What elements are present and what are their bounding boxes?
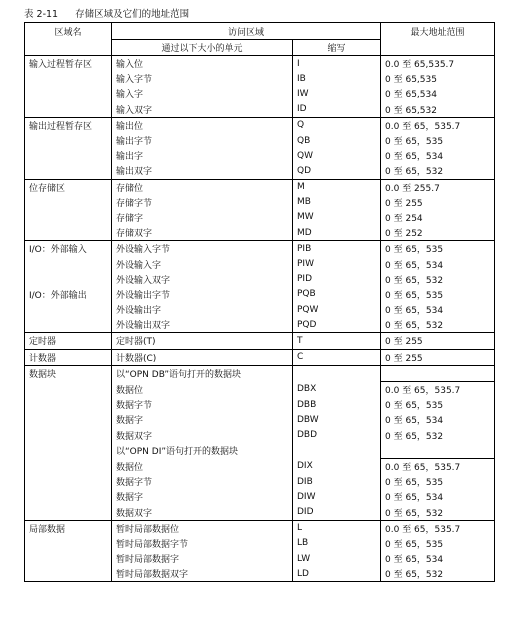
abbr-cell: DIB	[297, 476, 313, 487]
abbr-cell: PQW	[297, 304, 319, 315]
header-access: 访问区域	[112, 23, 381, 40]
table-row	[25, 133, 495, 148]
abbr-cell: IB	[297, 73, 306, 84]
abbr-cell: PIW	[297, 259, 314, 270]
table-row	[25, 163, 495, 179]
range-cell: 0 至 65,535	[381, 71, 495, 86]
table-row	[25, 428, 495, 443]
range-cell: 0 至 65，535	[381, 241, 495, 257]
range-cell: 0 至 65，534	[381, 256, 495, 271]
table-body	[25, 56, 495, 582]
table-row	[25, 287, 495, 302]
table-caption	[24, 9, 189, 21]
header-abbr: 缩写	[293, 40, 381, 56]
region-name	[25, 102, 112, 118]
range-cell: 0 至 65，532	[381, 566, 495, 582]
table-row	[25, 412, 495, 427]
unit-cell: 输出双字	[112, 163, 293, 179]
abbr-cell: DIW	[297, 491, 316, 502]
range-cell: 0 至 254	[381, 210, 495, 225]
range-cell: 0.0 至 65，535.7	[381, 520, 495, 536]
region-name	[25, 397, 112, 412]
table-row	[25, 381, 495, 397]
region-name: 数据块	[25, 365, 112, 381]
abbr-cell: MD	[293, 225, 381, 241]
abbr-cell: IW	[297, 88, 309, 99]
region-name	[25, 551, 112, 566]
table-row	[25, 195, 495, 210]
region-name: 输出过程暂存区	[25, 117, 112, 133]
table-row	[25, 536, 495, 551]
abbr-cell: LD	[293, 566, 381, 582]
region-name	[25, 412, 112, 427]
region-name: I/O：外部输出	[25, 287, 112, 302]
unit-cell: 数据字节	[112, 474, 293, 489]
table-row	[25, 474, 495, 489]
range-cell: 0 至 65，534	[381, 148, 495, 163]
abbr-cell: PQB	[297, 289, 316, 300]
unit-cell: 暂时局部数据字	[112, 551, 293, 566]
unit-cell: 输入字	[112, 86, 293, 101]
region-name	[25, 458, 112, 474]
table-row	[25, 56, 495, 72]
region-name	[25, 195, 112, 210]
region-name	[25, 71, 112, 86]
unit-cell: 计数器(C)	[112, 349, 293, 365]
region-name	[25, 302, 112, 317]
table-row	[25, 317, 495, 333]
table-row	[25, 179, 495, 195]
abbr-cell: T	[293, 333, 381, 349]
region-name	[25, 504, 112, 520]
abbr-cell: ID	[293, 102, 381, 118]
abbr-cell: DID	[293, 504, 381, 520]
table-row	[25, 241, 495, 257]
table-row	[25, 272, 495, 287]
abbr-cell: DIX	[297, 461, 313, 472]
unit-cell: 以“OPN DB”语句打开的数据块	[112, 365, 293, 381]
range-cell: 0 至 65,532	[381, 102, 495, 118]
unit-cell: 数据字	[112, 412, 293, 427]
range-cell	[381, 443, 495, 459]
region-name	[25, 489, 112, 504]
abbr-cell: LB	[297, 538, 309, 549]
unit-cell: 外设输出字	[112, 302, 293, 317]
unit-cell: 外设输入双字	[112, 272, 293, 287]
unit-cell: 数据字节	[112, 397, 293, 412]
abbr-cell: QW	[297, 150, 313, 161]
unit-cell: 存储字节	[112, 195, 293, 210]
unit-cell: 定时器(T)	[112, 333, 293, 349]
unit-cell: 输入双字	[112, 102, 293, 118]
range-cell: 0.0 至 65,535.7	[381, 56, 495, 72]
unit-cell: 数据双字	[112, 504, 293, 520]
table-row	[25, 551, 495, 566]
abbr-cell: PIB	[293, 241, 381, 257]
table-row	[25, 302, 495, 317]
unit-cell: 输出位	[112, 117, 293, 133]
address-range-table	[24, 22, 495, 582]
range-cell: 0.0 至 255.7	[381, 179, 495, 195]
unit-cell: 输入字节	[112, 71, 293, 86]
table-row	[25, 102, 495, 118]
region-name	[25, 536, 112, 551]
unit-cell: 数据位	[112, 381, 293, 397]
unit-cell: 输入位	[112, 56, 293, 72]
abbr-cell: I	[293, 56, 381, 72]
abbr-cell: QD	[293, 163, 381, 179]
range-cell: 0 至 65，534	[381, 302, 495, 317]
abbr-cell: LW	[297, 553, 311, 564]
range-cell	[381, 365, 495, 381]
table-row	[25, 397, 495, 412]
range-cell: 0 至 65，532	[381, 428, 495, 443]
range-cell: 0 至 252	[381, 225, 495, 241]
range-cell: 0 至 255	[381, 333, 495, 349]
unit-cell: 暂时局部数据双字	[112, 566, 293, 582]
range-cell: 0 至 65，532	[381, 504, 495, 520]
region-name	[25, 133, 112, 148]
abbr-cell: QB	[297, 135, 311, 146]
abbr-cell	[293, 365, 381, 381]
range-cell: 0 至 65，534	[381, 412, 495, 427]
range-cell: 0 至 255	[381, 349, 495, 365]
table-row	[25, 333, 495, 349]
region-name	[25, 272, 112, 287]
abbr-cell: DBD	[297, 430, 318, 441]
range-cell: 0.0 至 65，535.7	[381, 458, 495, 474]
region-name: I/O：外部输入	[25, 241, 112, 257]
table-row	[25, 117, 495, 133]
table-row	[25, 458, 495, 474]
header-region: 区域名	[25, 23, 112, 56]
unit-cell: 外设输出双字	[112, 317, 293, 333]
unit-cell: 暂时局部数据字节	[112, 536, 293, 551]
unit-cell: 存储双字	[112, 225, 293, 241]
region-name	[25, 381, 112, 397]
table-title: 存储区域及它们的地址范围	[75, 9, 190, 20]
region-name: 位存储区	[25, 179, 112, 195]
range-cell: 0 至 65，532	[381, 163, 495, 179]
header-range: 最大地址范围	[381, 23, 495, 56]
table-row	[25, 443, 495, 459]
table-row	[25, 210, 495, 225]
table-row	[25, 566, 495, 582]
header-unit: 通过以下大小的单元	[112, 40, 293, 56]
table-row	[25, 489, 495, 504]
table-row	[25, 504, 495, 520]
region-name	[25, 163, 112, 179]
region-name	[25, 474, 112, 489]
unit-cell: 数据双字	[112, 428, 293, 443]
range-cell: 0 至 65，534	[381, 551, 495, 566]
unit-cell: 存储位	[112, 179, 293, 195]
region-name: 局部数据	[25, 520, 112, 536]
unit-cell: 外设输入字节	[112, 241, 293, 257]
table-row	[25, 520, 495, 536]
region-name	[25, 443, 112, 459]
unit-cell: 暂时局部数据位	[112, 520, 293, 536]
unit-cell: 输出字节	[112, 133, 293, 148]
range-cell: 0 至 65,534	[381, 86, 495, 101]
table-row	[25, 71, 495, 86]
table-row	[25, 148, 495, 163]
table-row	[25, 349, 495, 365]
region-name: 定时器	[25, 333, 112, 349]
abbr-cell: M	[293, 179, 381, 195]
range-cell: 0 至 65，532	[381, 317, 495, 333]
abbr-cell: PQD	[293, 317, 381, 333]
region-name	[25, 148, 112, 163]
unit-cell: 外设输入字	[112, 256, 293, 271]
region-name: 输入过程暂存区	[25, 56, 112, 72]
abbr-cell	[293, 443, 381, 459]
table-number: 表 2-11	[24, 9, 59, 20]
unit-cell: 数据位	[112, 458, 293, 474]
region-name	[25, 428, 112, 443]
region-name	[25, 256, 112, 271]
abbr-cell: L	[293, 520, 381, 536]
range-cell: 0 至 65，535	[381, 474, 495, 489]
abbr-cell: DBW	[297, 414, 319, 425]
abbr-cell: PID	[297, 274, 313, 285]
region-name	[25, 210, 112, 225]
unit-cell: 以“OPN DI”语句打开的数据块	[112, 443, 293, 459]
range-cell: 0 至 65，535	[381, 536, 495, 551]
abbr-cell: DBB	[297, 399, 317, 410]
abbr-cell: MW	[297, 212, 314, 223]
table-row	[25, 365, 495, 381]
unit-cell: 输出字	[112, 148, 293, 163]
region-name	[25, 86, 112, 101]
range-cell: 0.0 至 65，535.7	[381, 381, 495, 397]
range-cell: 0.0 至 65，535.7	[381, 117, 495, 133]
range-cell: 0 至 65，535	[381, 133, 495, 148]
range-cell: 0 至 65，535	[381, 287, 495, 302]
abbr-cell: DBX	[297, 384, 317, 395]
region-name: 计数器	[25, 349, 112, 365]
table-row	[25, 225, 495, 241]
table-row	[25, 86, 495, 101]
abbr-cell: MB	[297, 197, 311, 208]
table-row	[25, 256, 495, 271]
region-name	[25, 225, 112, 241]
abbr-cell: C	[293, 349, 381, 365]
range-cell: 0 至 65，534	[381, 489, 495, 504]
range-cell: 0 至 65，532	[381, 272, 495, 287]
range-cell: 0 至 65，535	[381, 397, 495, 412]
region-name	[25, 566, 112, 582]
unit-cell: 数据字	[112, 489, 293, 504]
unit-cell: 外设输出字节	[112, 287, 293, 302]
abbr-cell: Q	[293, 117, 381, 133]
range-cell: 0 至 255	[381, 195, 495, 210]
region-name	[25, 317, 112, 333]
unit-cell: 存储字	[112, 210, 293, 225]
